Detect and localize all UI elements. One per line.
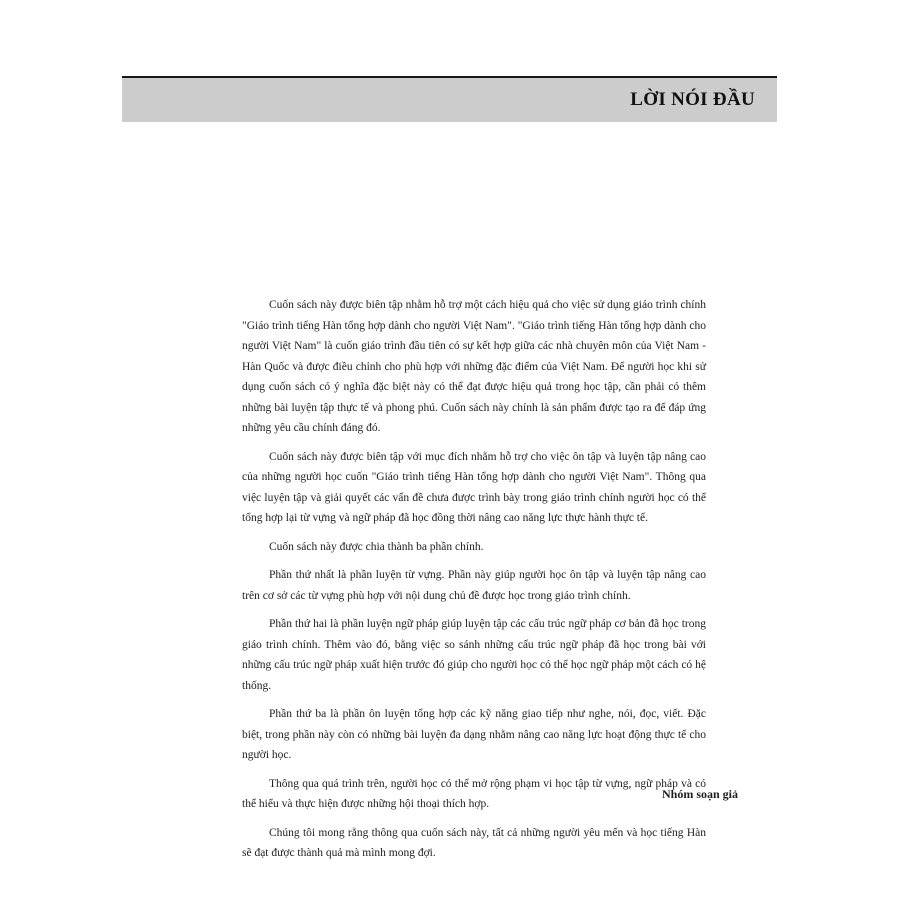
paragraph: Cuốn sách này được biên tập với mục đích nhằm hỗ trợ cho việc ôn tập và luyện tập nâng cao của những người học cuốn "Giáo trình tiếng Hàn tổng hợp dành cho người Việt Nam". Thông qua việc luyện tập và giải quyết các vấn đề chưa được trình bày trong giáo trình chính người học có thể tổng hợp lại từ vựng và ngữ pháp đã học đồng thời nâng cao năng lực thực hành thực tế. (242, 450, 706, 524)
preface-body (242, 295, 706, 872)
paragraph: Phần thứ ba là phần ôn luyện tổng hợp các kỹ năng giao tiếp như nghe, nói, đọc, viết. Đặc biệt, trong phần này còn có những bài luyện đa dạng nhằm nâng cao năng lực hoạt động thực tế cho người học. (242, 708, 706, 761)
paragraph: Chúng tôi mong rằng thông qua cuốn sách này, tất cả những người yêu mến và học tiếng Hàn sẽ đạt được thành quả mà mình mong đợi. (242, 826, 706, 859)
author-signature: Nhóm soạn giả (661, 787, 738, 801)
paragraph: Cuốn sách này được biên tập nhằm hỗ trợ một cách hiệu quả cho việc sử dụng giáo trình chính "Giáo trình tiếng Hàn tổng hợp dành cho người Việt Nam". "Giáo trình tiếng Hàn tổng hợp dành cho người Việt Nam" là cuốn giáo trình đầu tiên có sự kết hợp giữa các nhà chuyên môn của Việt Nam - Hàn Quốc và được điều chỉnh cho phù hợp với những đặc điểm của Việt Nam. Để người học khi sử dụng cuốn sách có ý nghĩa đặc biệt này có thể đạt được hiệu quả trong học tập, cần phải có thêm những bài luyện tập thực tế và phong phú. Cuốn sách này chính là sản phẩm được tạo ra để đáp ứng những yêu cầu chính đáng đó. (242, 299, 706, 434)
page-title: LỜI NÓI ĐẦU (630, 89, 755, 110)
paragraph: Phần thứ hai là phần luyện ngữ pháp giúp luyện tập các cấu trúc ngữ pháp cơ bản đã học trong giáo trình chính. Thêm vào đó, bằng việc so sánh những cấu trúc ngữ pháp đã học trong bài với những cấu trúc ngữ pháp xuất hiện trước đó giúp cho người học có thể học ngữ pháp một cách có hệ thống. (242, 618, 706, 692)
paragraph: Thông qua quá trình trên, người học có thể mở rộng phạm vi học tập từ vựng, ngữ pháp và có thể hiểu và thực hiện được những hội thoại thích hợp. (242, 777, 706, 810)
chapter-header-band (122, 76, 777, 122)
paragraph: Cuốn sách này được chia thành ba phần chính. (269, 540, 484, 553)
paragraph: Phần thứ nhất là phần luyện từ vựng. Phần này giúp người học ôn tập và luyện tập nâng cao trên cơ sở các từ vựng phù hợp với nội dung chủ đề được học trong giáo trình chính. (242, 569, 706, 602)
